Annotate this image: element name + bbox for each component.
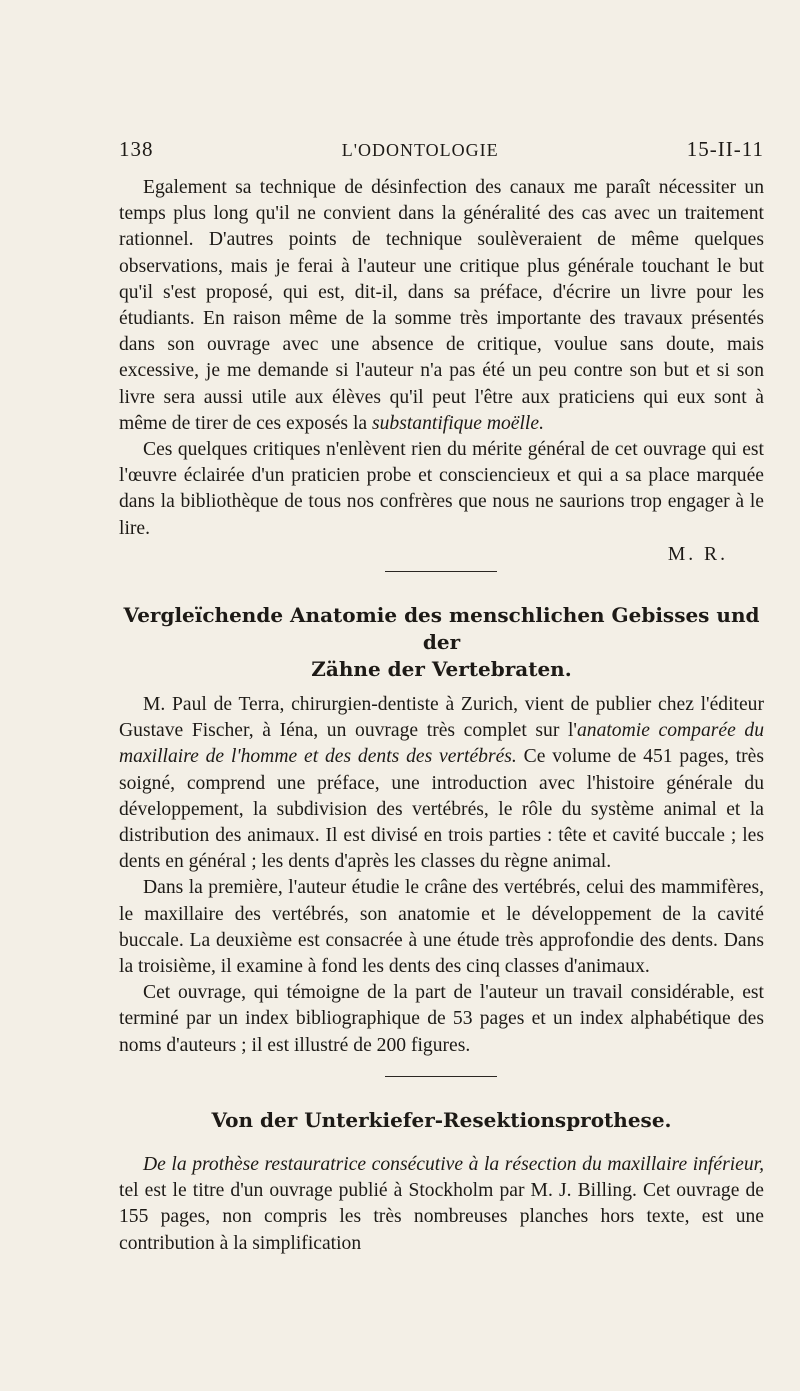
- review-2-paragraph-1-start: M. Paul de Terra, chirurgien-dentiste à Zurich, vient de publier chez l'éditeur Gustave Fischer, à Iéna, un ouvrage très complet sur: [119, 694, 764, 742]
- review-2-book-title: anatomie comparée du maxillaire de l'homme et des dents des vertébrés.: [119, 720, 764, 768]
- review-3-book-title: De la prothèse restauratrice consécutive à la résection du maxillaire inférieur,: [143, 1154, 764, 1175]
- review-2-title: [119, 602, 764, 683]
- review-1-signature: M. R.: [667, 543, 728, 565]
- review-2-paragraph-1: [119, 692, 764, 875]
- section-divider-1: [385, 571, 497, 572]
- review-3: [119, 1107, 764, 1257]
- review-2: [119, 602, 764, 1059]
- page-number: 138: [119, 137, 154, 161]
- issue-date: 15-II-11: [686, 137, 764, 161]
- review-2-paragraph-1-article: l': [567, 720, 577, 742]
- review-1-paragraph-1-text: Egalement sa technique de désinfection des canaux me paraît nécessiter un temps plus long qu'il ne convient dans la généralité des cas avec un traitement rationnel. D'autres points de technique soulèveraient de même quelques observations, mais je ferai à l'auteur une critique plus générale touchant le but qu'il s'est proposé, qui est, dit-il, dans sa préface, d'écrire un livre pour les étudiants. En raison même de la somme très importante des travaux présentés dans son ouvrage avec une absence de critique, voulue sans doute, mais excessive, je me demande si l'auteur n'a pas été un peu contre son but et si son livre sera aussi utile aux élèves qu'il peut l'être aux praticiens qui eux sont à même de tirer de ces exposés la: [119, 177, 764, 434]
- review-2-title-line-1: Vergleïchende Anatomie des menschlichen Gebisses und der: [123, 603, 760, 654]
- review-2-paragraph-2: Dans la première, l'auteur étudie le crâne des vertébrés, celui des mammifères, le maxillaire des vertébrés, son anatomie et le développement de la cavité buccale. La deuxième est consacrée à une étude très approfondie des dents. Dans la troisième, il examine à fond les dents des cinq classes d'animaux.: [119, 877, 764, 978]
- review-2-paragraph-1-end: Ce volume de 451 pages, très soigné, comprend une préface, une introduction avec l'histoire générale du développement, la subdivision des vertébrés, le rôle du système animal et la distribution des animaux. Il est divisé en trois parties : tête et cavité buccale ; les dents en général ; les dents d'après les classes du règne animal.: [119, 746, 764, 873]
- review-1-paragraph-1: [119, 175, 764, 437]
- review-3-title: Von der Unterkiefer-Resektionsprothese.: [211, 1108, 672, 1132]
- review-3-paragraph-1: [119, 1152, 764, 1257]
- section-divider-2: [385, 1076, 497, 1077]
- review-1: [119, 175, 764, 568]
- review-1-italic-phrase: substantifique moëlle.: [372, 412, 544, 434]
- running-header: [119, 137, 764, 162]
- journal-title: L'ODONTOLOGIE: [341, 140, 499, 160]
- review-2-paragraph-3: Cet ouvrage, qui témoigne de la part de l'auteur un travail considérable, est terminé par un index bibliographique de 53 pages et un index alphabétique des noms d'auteurs ; il est illustré de 200 figures.: [119, 982, 764, 1056]
- review-3-paragraph-1-end: tel est le titre d'un ouvrage publié à Stockholm par M. J. Billing. Cet ouvrage de 155 pages, non compris les très nombreuses planches hors texte, est une contribution à la simplification: [119, 1180, 764, 1254]
- review-2-title-line-2: Zähne der Vertebraten.: [311, 657, 572, 681]
- review-1-paragraph-2: Ces quelques critiques n'enlèvent rien du mérite général de cet ouvrage qui est l'œuvre éclairée d'un praticien probe et consciencieux et qui a sa place marquée dans la bibliothèque de tous nos confrères que nous ne saurions trop engager à le lire.: [119, 439, 764, 539]
